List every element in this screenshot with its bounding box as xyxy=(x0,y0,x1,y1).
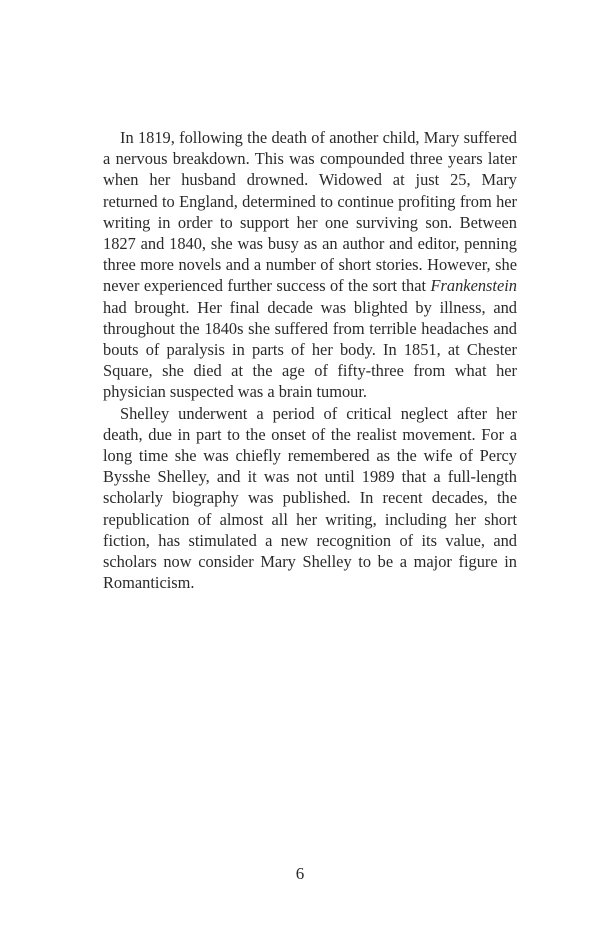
paragraph-1 xyxy=(103,127,517,403)
paragraph-2 xyxy=(103,403,517,594)
book-title-frankenstein: Frankenstein xyxy=(430,276,517,296)
paragraph-1-text-after: had brought. Her final decade was blighted by illness, and throughout the 1840s she suffered from terrible headaches and bouts of paralysis in parts of her body. In 1851, at Chester Square, she died at the age of fifty-three from what her physician suspected was a brain tumour. xyxy=(103,297,517,402)
body-text xyxy=(103,127,517,593)
paragraph-2-text: Shelley underwent a period of critical neglect after her death, due in part to the onset of the realist movement. For a long time she was chiefly remembered as the wife of Percy Bysshe Shelley, and it was not until 1989 that a full-length scholarly biography was published. In recent decades, the republication of almost all her writing, including her short fiction, has stimulated a new recognition of its value, and scholars now consider Mary Shelley to be a major figure in Romanticism. xyxy=(103,403,517,593)
paragraph-1-text-before: In 1819, following the death of another child, Mary suffered a nervous breakdown. This was compounded three years later when her husband drowned. Widowed at just 25, Mary returned to England, determined to continue profiting from her writing in order to support her one surviving son. Between 1827 and 1840, she was busy as an author and editor, penning three more novels and a number of short stories. However, she never experienced further success of the sort that xyxy=(103,128,517,296)
page-number: 6 xyxy=(295,864,305,883)
